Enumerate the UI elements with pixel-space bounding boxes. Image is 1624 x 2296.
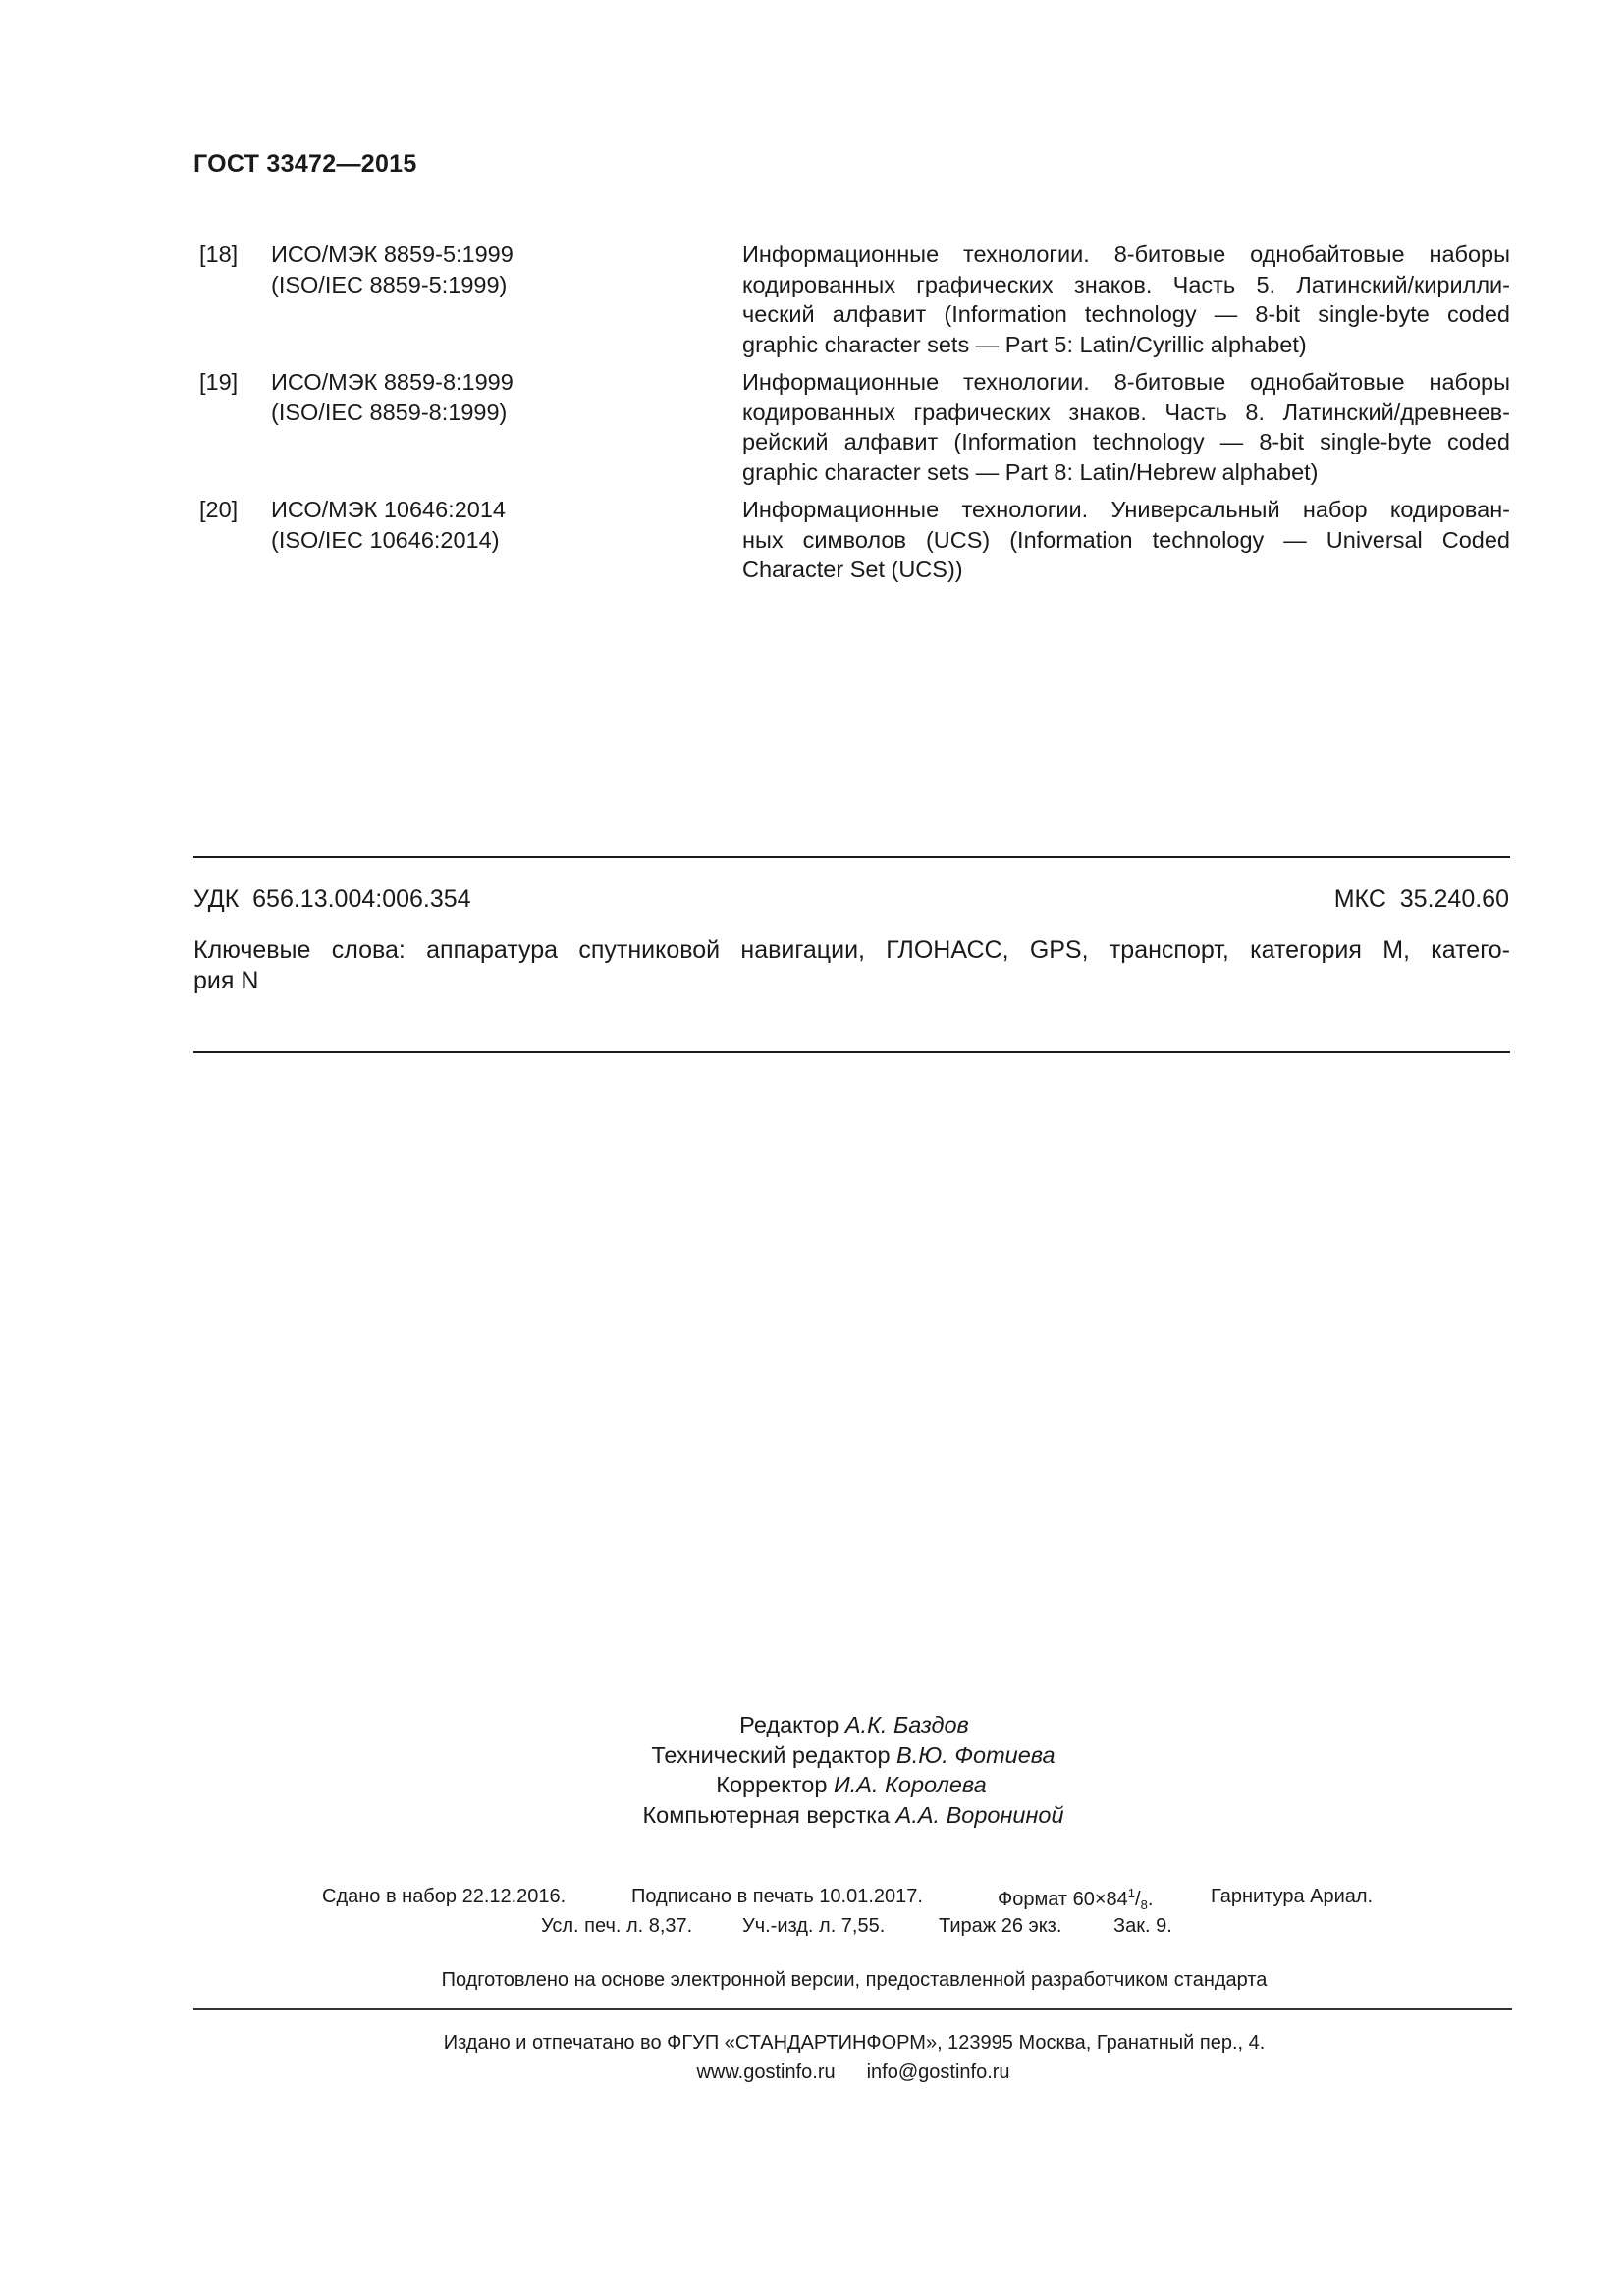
email-link[interactable]: info@gostinfo.ru (866, 2061, 1010, 2083)
description-line: Character Set (UCS)) (742, 557, 963, 582)
prepared-note: Подготовлено на основе электронной версии, предоставленной разработчиком стандарта (441, 1969, 1268, 1991)
description-line: рейский алфавит (Information technology — 8-bit single-byte coded (742, 429, 1510, 454)
imprint-signed: Подписано в печать 10.01.2017. (631, 1886, 923, 1907)
editor-name: А.К. Баздов (844, 1712, 969, 1737)
keywords-line: рия N (193, 967, 259, 994)
imprint-pub-sheets: Уч.-изд. л. 7,55. (742, 1915, 886, 1937)
imprint-circulation: Тираж 26 экз. (939, 1915, 1062, 1937)
description-line: ческий алфавит (Information technology — 8-bit single-byte coded (742, 301, 1510, 327)
reference-code-ru: ИСО/МЭК 8859-5:1999 (271, 241, 514, 267)
udk-code: УДК 656.13.004:006.354 (193, 885, 471, 913)
reference-code-en: (ISO/IEC 8859-8:1999) (271, 399, 508, 425)
description-line: Информационные технологии. 8-битовые однобайтовые наборы (742, 241, 1510, 267)
reference-code-en: (ISO/IEC 10646:2014) (271, 526, 500, 553)
imprint-print-sheets: Усл. печ. л. 8,37. (541, 1915, 693, 1937)
mks-code: МКС 35.240.60 (1333, 885, 1509, 913)
description-line: graphic character sets — Part 8: Latin/Hebrew alphabet) (742, 458, 1319, 485)
imprint-typeface: Гарнитура Ариал. (1211, 1886, 1374, 1907)
reference-number: [20] (199, 497, 239, 522)
keywords-line: Ключевые слова: аппаратура спутниковой навигации, ГЛОНАСС, GPS, транспорт, категория М, катего- (193, 936, 1510, 964)
contact-line (41, 2061, 1624, 2084)
imprint-submitted: Сдано в набор 22.12.2016. (322, 1886, 567, 1907)
divider-keywords (193, 1051, 1510, 1053)
reference-code (271, 495, 506, 555)
credit-layout: Компьютерная верстка А.А. Ворониной (642, 1801, 1064, 1828)
imprint-format: Формат $60\times 84^1/_8$. (998, 1886, 1154, 1912)
document-code: ГОСТ 33472—2015 (193, 150, 417, 178)
credit-corrector: Корректор И.А. Королева (716, 1772, 987, 1797)
description-line: Информационные технологии. Универсальный набор кодирован- (742, 497, 1510, 522)
layout-name: А.А. Ворониной (895, 1801, 1064, 1828)
reference-number: [18] (199, 241, 239, 267)
description-line: graphic character sets — Part 5: Latin/Cyrillic alphabet) (742, 331, 1307, 357)
description-line: Информационные технологии. 8-битовые однобайтовые наборы (742, 369, 1510, 395)
reference-code-ru: ИСО/МЭК 8859-8:1999 (271, 369, 514, 395)
corrector-name: И.А. Королева (833, 1772, 987, 1797)
reference-description (742, 367, 1510, 487)
publisher-line: Издано и отпечатано во ФГУП «СТАНДАРТИНФОРМ», 123995 Москва, Гранатный пер., 4. (443, 2032, 1266, 2054)
reference-code (271, 367, 514, 427)
divider-imprint (193, 2008, 1512, 2010)
website-link[interactable]: www.gostinfo.ru (696, 2061, 836, 2083)
reference-description (742, 495, 1510, 585)
reference-number: [19] (199, 369, 239, 395)
reference-code-en: (ISO/IEC 8859-5:1999) (271, 271, 508, 297)
credit-tech-editor: Технический редактор В.Ю. Фотиева (651, 1741, 1056, 1768)
tech-editor-name: В.Ю. Фотиева (896, 1741, 1056, 1768)
credit-editor: Редактор А.К. Баздов (739, 1712, 969, 1737)
reference-description (742, 240, 1510, 359)
description-line: кодированных графических знаков. Часть 8. Латинский/древнеев- (742, 399, 1510, 425)
reference-code (271, 240, 514, 299)
description-line: кодированных графических знаков. Часть 5. Латинский/кирилли- (742, 271, 1510, 297)
keywords (193, 935, 1510, 996)
reference-code-ru: ИСО/МЭК 10646:2014 (271, 497, 506, 522)
divider-top (193, 856, 1510, 858)
description-line: ных символов (UCS) (Information technology — Universal Coded (742, 526, 1510, 553)
imprint-order: Зак. 9. (1113, 1915, 1172, 1937)
credits-block (0, 1710, 1624, 1830)
